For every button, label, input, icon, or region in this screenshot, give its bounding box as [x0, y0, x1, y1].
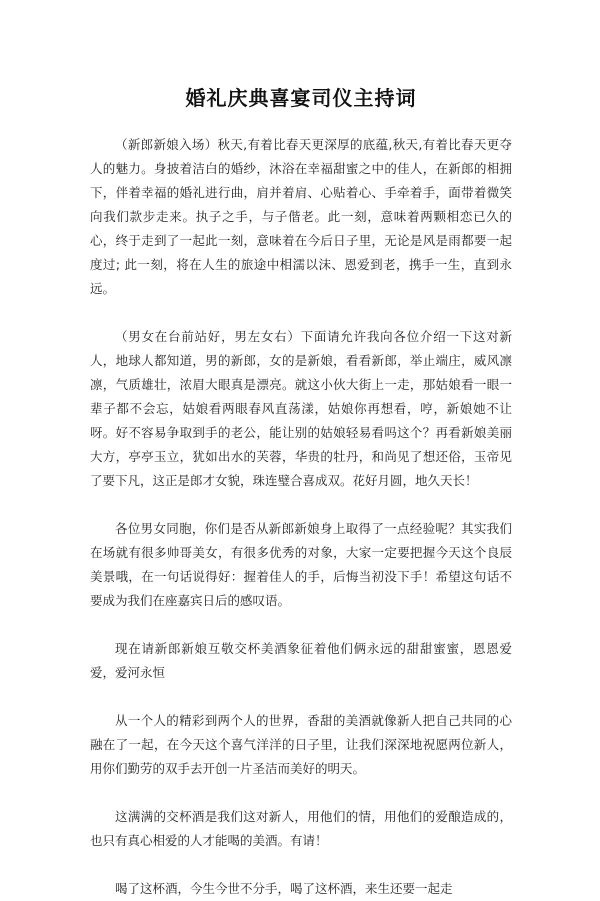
page-title: 婚礼庆典喜宴司仪主持词 — [185, 86, 417, 110]
paragraph-blessing: 从一个人的精彩到两个人的世界，香甜的美酒就像新人把自己共同的心融在了一起，在今天这个喜气洋洋的日子里，让我们深深地祝愿两位新人，用你们勤劳的双手去开创一片圣洁而美好的明天。 — [90, 713, 512, 776]
paragraph-toast-invitation: 现在请新郎新娘互敬交杯美酒象征着他们俩永远的甜甜蜜蜜，恩恩爱爱，爱河永恒 — [90, 641, 512, 680]
paragraph-introduction: （男女在台前站好，男左女右）下面请允许我向各位介绍一下这对新人，地球人都知道，男的新郎，女的是新娘，看看新郎，举止端庄，威风凛凛，气质雄壮，浓眉大眼真是漂亮。就这小伙大街上一走，那姑娘看一眼一辈子都不会忘，姑娘看两眼春风直荡漾，姑娘你再想看，哼，新娘她不让呀。好不容易争取到手的老公，能让别的姑娘轻易看吗这个？再看新娘美丽大方，亭亭玉立，犹如出水的芙蓉，华贵的牡丹，和尚见了想还俗，玉帝见了要下凡，这正是郎才女貌，珠连璧合喜成双。花好月圆，地久天长！ — [90, 329, 512, 488]
paragraph-entrance: （新郎新娘入场）秋天,有着比春天更深厚的底蕴,秋天,有着比春天更夺人的魅力。身披着洁白的婚纱，沐浴在幸福甜蜜之中的佳人，在新郎的相拥下，伴着幸福的婚礼进行曲，肩并着肩、心贴着心、手牵着手，面带着微笑向我们款步走来。执子之手，与子偕老。此一刻，意味着两颗相恋已久的心，终于走到了一起此一刻，意味着在今后日子里，无论是风是雨都要一起度过; 此一刻，将在人生的旅途中相濡以沫、恩爱到老，携手一生，直到永远。 — [90, 137, 512, 296]
paragraph-closing: 喝了这杯酒，今生今世不分手，喝了这杯酒，来生还要一起走 — [115, 881, 453, 896]
paragraph-guests-address: 各位男女同胞，你们是否从新郎新娘身上取得了一点经验呢？其实我们在场就有很多帅哥美女，有很多优秀的对象，大家一定要把握今天这个良辰美景哦，在一句话说得好：握着佳人的手，后悔当初没下手！希望这句话不要成为我们在座嘉宾日后的感叹语。 — [90, 521, 512, 608]
paragraph-wine: 这满满的交杯酒是我们这对新人，用他们的情，用他们的爱酿造成的，也只有真心相爱的人才能喝的美酒。有请！ — [90, 809, 512, 848]
